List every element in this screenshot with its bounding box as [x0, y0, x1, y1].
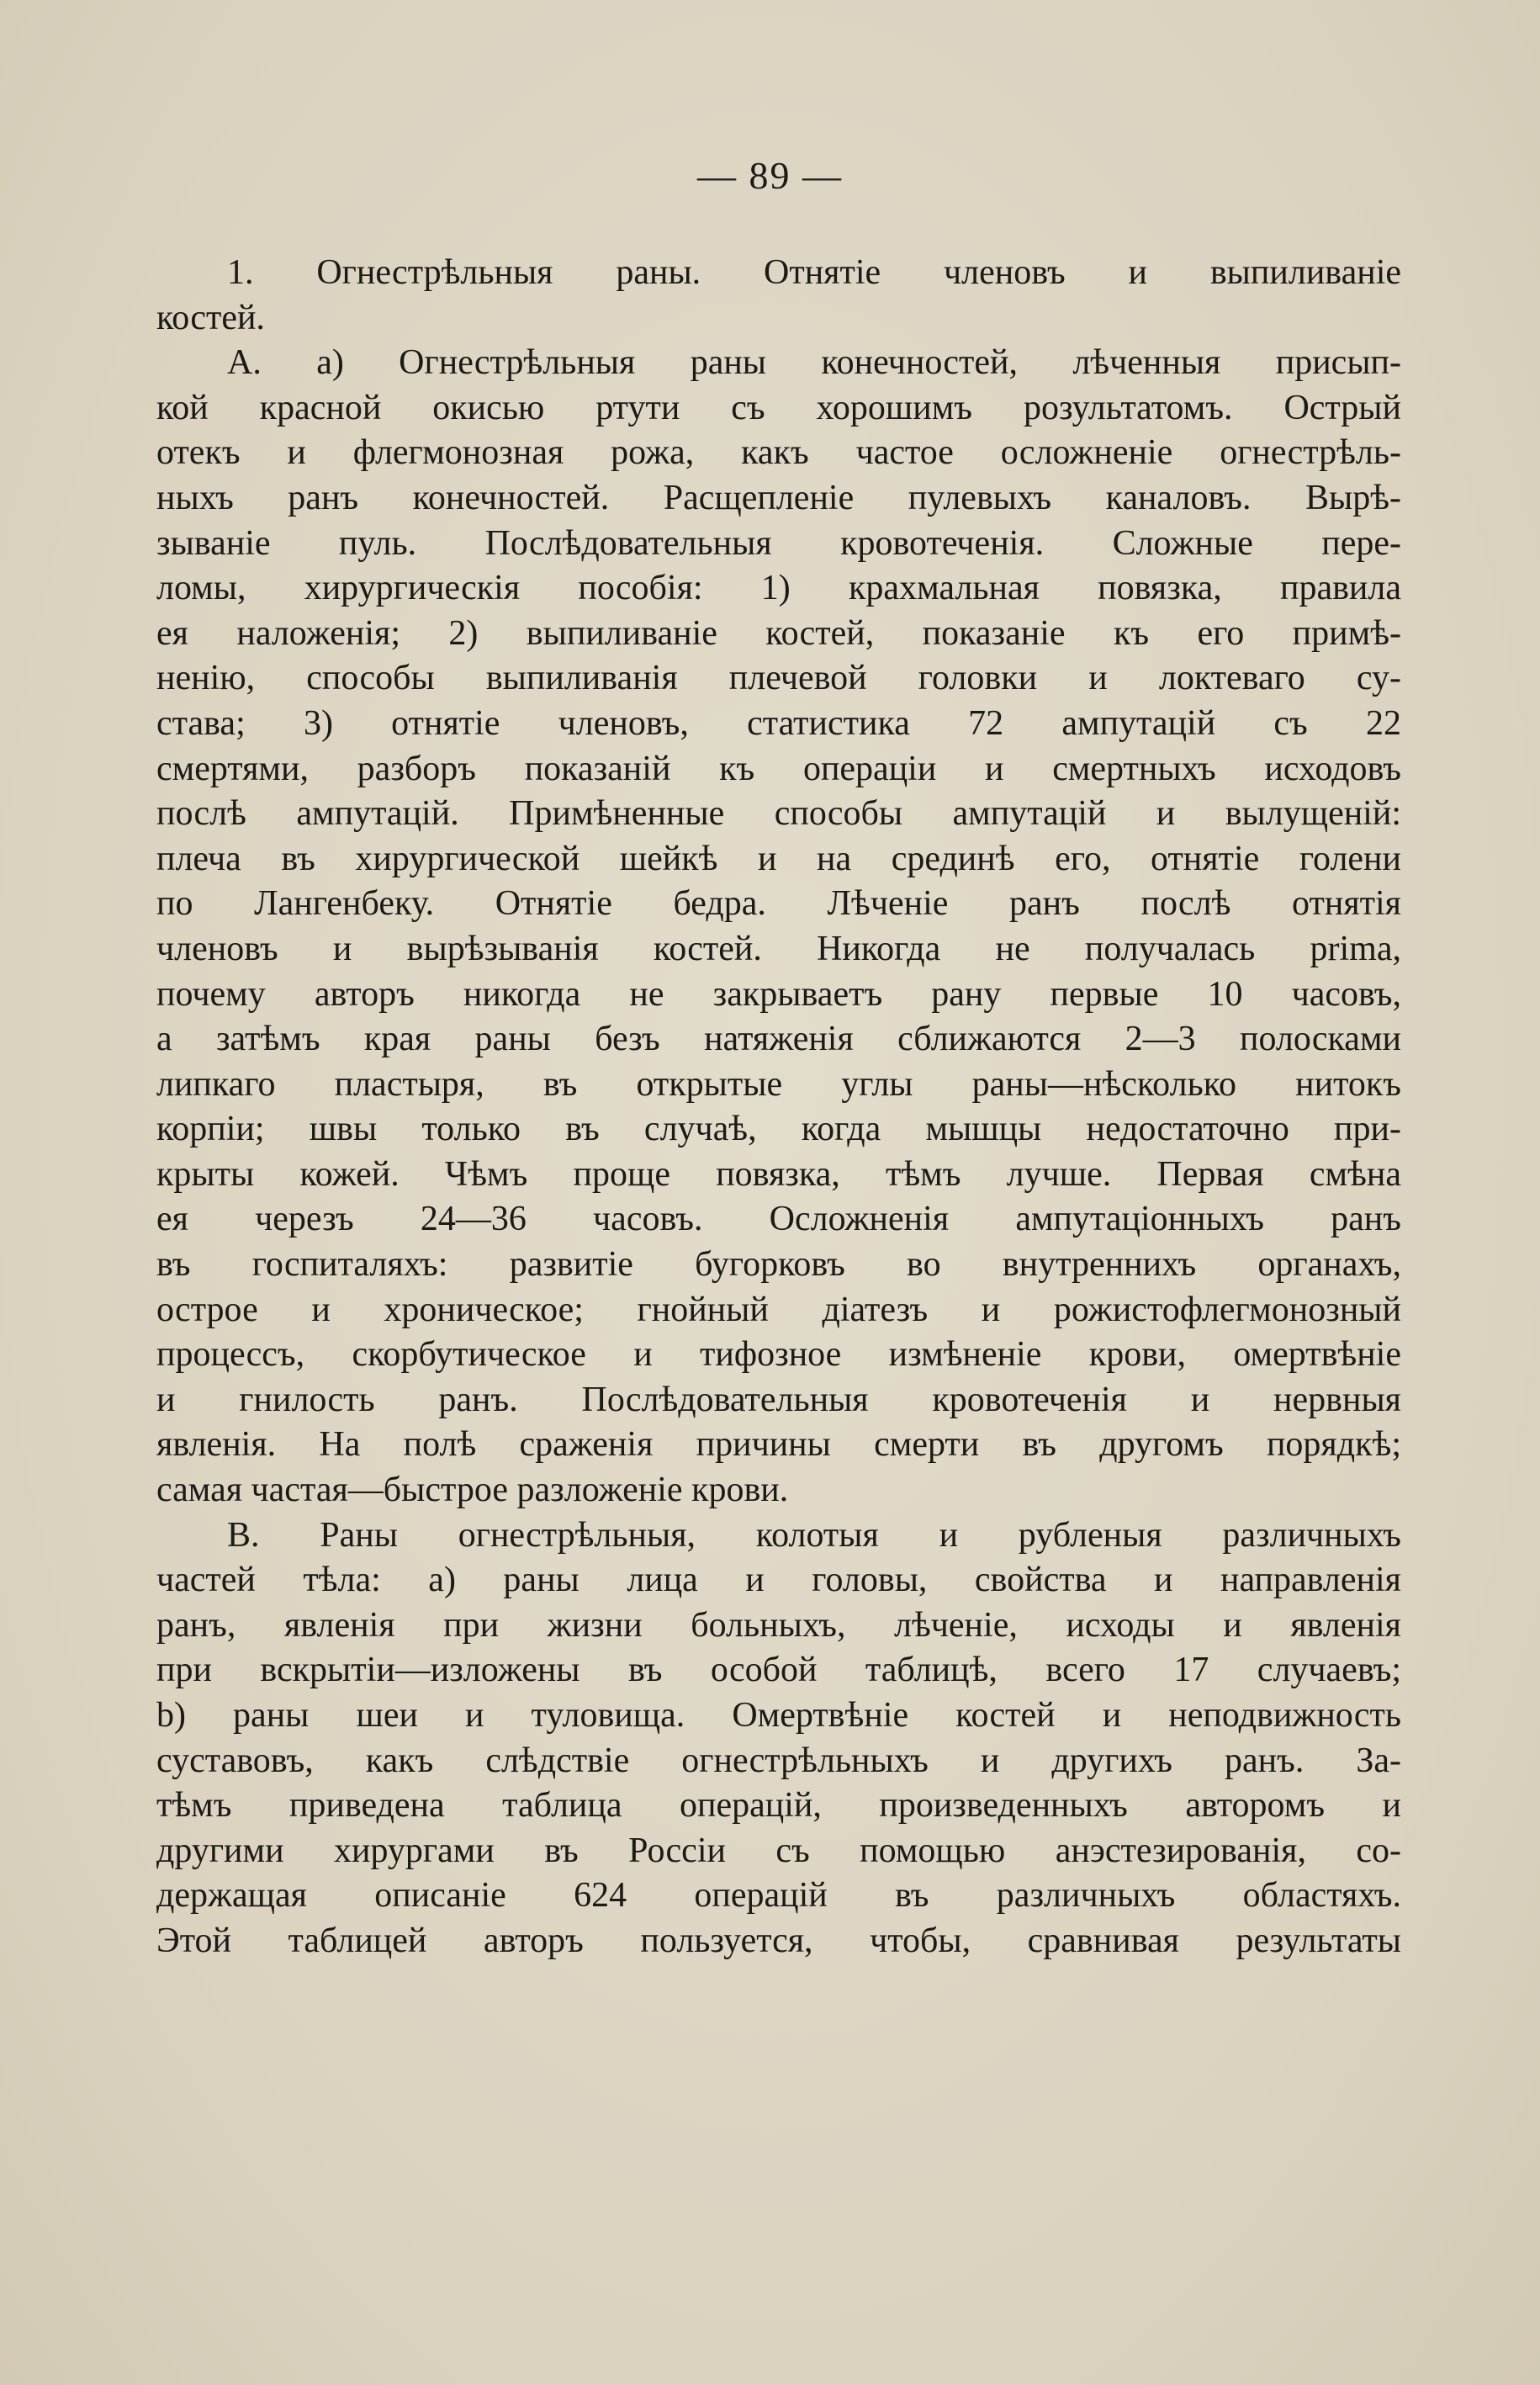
text-line: отекъ и флегмонозная рожа, какъ частое осложненіе огнестрѣль-: [156, 433, 1401, 473]
text-line: а затѣмъ края раны безъ натяженія сближаются 2—3 полосками: [156, 1020, 1401, 1059]
text-line: почему авторъ никогда не закрываетъ рану первые 10 часовъ,: [156, 974, 1401, 1014]
text-line: ея наложенія; 2) выпиливаніе костей, показаніе къ его примѣ-: [156, 613, 1401, 653]
text-line: Этой таблицей авторъ пользуется, чтобы, сравнивая результаты: [156, 1921, 1401, 1960]
text-line: плеча въ хирургической шейкѣ и на срединѣ его, отнятіе голени: [156, 839, 1401, 878]
text-line: ненію, способы выпиливанія плечевой головки и локтеваго су-: [156, 659, 1401, 698]
text-line: членовъ и вырѣзыванія костей. Никогда не получалась prima,: [156, 929, 1401, 968]
text-line: липкаго пластыря, въ открытые углы раны—нѣсколько нитокъ: [156, 1064, 1401, 1104]
text-line: суставовъ, какъ слѣдствіе огнестрѣльныхъ и другихъ ранъ. За-: [156, 1741, 1401, 1780]
text-line: ранъ, явленія при жизни больныхъ, лѣченіе, исходы и явленія: [156, 1605, 1401, 1645]
text-line: зываніе пуль. Послѣдовательныя кровотеченія. Сложные пере-: [156, 523, 1401, 563]
text-line: става; 3) отнятіе членовъ, статистика 72 ампутацій съ 22: [156, 703, 1401, 743]
text-line: тѣмъ приведена таблица операцій, произведенныхъ авторомъ и: [156, 1786, 1401, 1826]
text-line: кой красной окисью ртути съ хорошимъ розультатомъ. Острый: [156, 388, 1401, 427]
text-line: въ госпиталяхъ: развитіе бугорковъ во внутреннихъ органахъ,: [156, 1245, 1401, 1285]
text-line: держащая описаніе 624 операцій въ различныхъ областяхъ.: [156, 1876, 1401, 1916]
page-number: — 89 —: [697, 154, 843, 197]
text-line: процессъ, скорбутическое и тифозное измѣненіе крови, омертвѣніе: [156, 1335, 1401, 1375]
text-line: ныхъ ранъ конечностей. Расщепленіе пулевыхъ каналовъ. Вырѣ-: [156, 478, 1401, 517]
text-line: явленія. На полѣ сраженія причины смерти въ другомъ порядкѣ;: [156, 1425, 1401, 1465]
text-line: крыты кожей. Чѣмъ проще повязка, тѣмъ лучше. Первая смѣна: [156, 1154, 1401, 1194]
text-line: корпіи; швы только въ случаѣ, когда мышцы недостаточно при-: [156, 1110, 1401, 1149]
text-line: костей.: [156, 298, 265, 337]
text-line: по Лангенбеку. Отнятіе бедра. Лѣченіе ранъ послѣ отнятія: [156, 884, 1401, 924]
text-line: другими хирургами въ Россіи съ помощью анэстезированія, со-: [156, 1831, 1401, 1870]
text-line: частей тѣла: а) раны лица и головы, свойства и направленія: [156, 1561, 1401, 1600]
text-line: b) раны шеи и туловища. Омертвѣніе костей и неподвижность: [156, 1696, 1401, 1735]
text-line: ломы, хирургическія пособія: 1) крахмальная повязка, правила: [156, 569, 1401, 608]
body-text: [156, 251, 1401, 1964]
text-line: ея черезъ 24—36 часовъ. Осложненія ампутаціонныхъ ранъ: [156, 1200, 1401, 1239]
text-line: А. а) Огнестрѣльныя раны конечностей, лѣченныя присып-: [227, 343, 1401, 383]
text-line: 1. Огнестрѣльныя раны. Отнятіе членовъ и выпиливаніе: [227, 253, 1401, 292]
text-line: послѣ ампутацій. Примѣненные способы ампутацій и вылущеній:: [156, 794, 1401, 834]
text-line: В. Раны огнестрѣльныя, колотыя и рубленыя различныхъ: [227, 1515, 1401, 1555]
text-line: самая частая—быстрое разложеніе крови.: [156, 1471, 789, 1510]
text-line: острое и хроническое; гнойный діатезъ и рожистофлегмонозный: [156, 1290, 1401, 1329]
text-line: при вскрытіи—изложены въ особой таблицѣ, всего 17 случаевъ;: [156, 1651, 1401, 1690]
text-line: смертями, разборъ показаній къ операціи и смертныхъ исходовъ: [156, 749, 1401, 788]
text-line: и гнилость ранъ. Послѣдовательныя кровотеченія и нервныя: [156, 1380, 1401, 1419]
